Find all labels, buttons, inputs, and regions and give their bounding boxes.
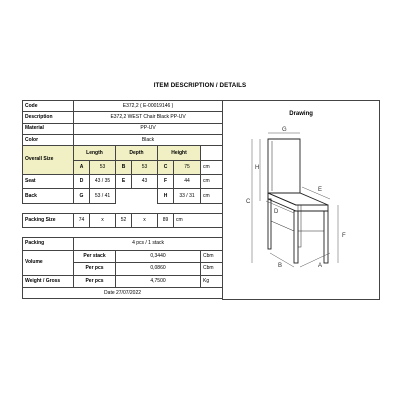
header-height: Height — [158, 146, 201, 161]
drawing-label-f: F — [342, 233, 346, 239]
volume-per-pcs-unit: Cbm — [201, 263, 223, 275]
chair-drawing — [236, 121, 366, 271]
overall-c-value: 75 — [174, 161, 201, 175]
overall-c-letter: C — [158, 161, 174, 175]
seat-e-value: 43 — [132, 174, 158, 189]
drawing-label-a: A — [318, 263, 323, 269]
color-value: Black — [74, 134, 223, 145]
material-value: PP-UV — [74, 123, 223, 134]
header-length: Length — [74, 146, 116, 161]
overall-b-value: 53 — [132, 161, 158, 175]
back-h-letter: H — [158, 189, 174, 204]
chair-backrest — [268, 139, 300, 193]
drawing-label-c: C — [246, 199, 251, 205]
seat-d-value: 43 / 35 — [90, 174, 116, 189]
chair-leg-back-left — [268, 199, 271, 249]
packing-size-width: 52 — [116, 214, 132, 228]
weight-unit: Kg — [201, 275, 223, 287]
back-g-value: 53 / 41 — [90, 189, 116, 204]
overall-size-label: Overall Size — [23, 146, 74, 174]
seat-d-letter: D — [74, 174, 90, 189]
header-depth: Depth — [116, 146, 158, 161]
packing-size-length: 74 — [74, 214, 90, 228]
back-unit: cm — [201, 189, 223, 204]
seat-f-value: 44 — [174, 174, 201, 189]
volume-per-stack-unit: Cbm — [201, 250, 223, 262]
drawing-title: Drawing — [289, 111, 313, 117]
volume-per-pcs-label: Per pcs — [74, 263, 116, 275]
drawing-label-g: G — [282, 127, 287, 133]
color-label: Color — [23, 134, 74, 145]
back-h-value: 33 / 31 — [174, 189, 201, 204]
drawing-label-b: B — [278, 263, 283, 269]
back-label: Back — [23, 189, 74, 204]
overall-a-value: 53 — [90, 161, 116, 175]
seat-f-letter: F — [158, 174, 174, 189]
packing-label: Packing — [23, 238, 74, 250]
drawing-label-d: D — [274, 209, 279, 215]
description-label: Description — [23, 112, 74, 123]
packing-value: 4 pcs / 1 stack — [74, 238, 223, 250]
seat-unit: cm — [201, 174, 223, 189]
material-label: Material — [23, 123, 74, 134]
volume-per-pcs-value: 0,0860 — [116, 263, 201, 275]
seat-e-letter: E — [116, 174, 132, 189]
overall-a-letter: A — [74, 161, 90, 175]
packing-size-height: 89 — [158, 214, 174, 228]
seat-label: Seat — [23, 174, 74, 189]
weight-label: Weight / Gross — [23, 275, 74, 287]
drawing-panel — [223, 101, 380, 300]
back-g-letter: G — [74, 189, 90, 204]
drawing-label-e: E — [318, 187, 323, 193]
packing-size-x1: x — [90, 214, 116, 228]
chair-leg-front-right — [324, 211, 328, 263]
code-value: E372,2 ( E-00019146 ) — [74, 101, 223, 112]
drawing-label-h: H — [255, 165, 260, 171]
spec-table — [22, 100, 380, 300]
code-label: Code — [23, 101, 74, 112]
packing-size-unit: cm — [174, 214, 223, 228]
volume-per-stack-value: 0,3440 — [116, 250, 201, 262]
document-title: ITEM DESCRIPTION / DETAILS — [153, 82, 247, 89]
volume-label: Volume — [23, 250, 74, 275]
weight-value: 4,7500 — [116, 275, 201, 287]
overall-b-letter: B — [116, 161, 132, 175]
packing-size-label: Packing Size — [23, 214, 74, 228]
date: Date 27/07/2022 — [23, 287, 223, 298]
packing-size-x2: x — [132, 214, 158, 228]
chair-leg-front-left — [294, 211, 298, 263]
weight-per-pcs-label: Per pcs — [74, 275, 116, 287]
description-value: E372,2 WEST Chair Black PP-UV — [74, 112, 223, 123]
volume-per-stack-label: Per stack — [74, 250, 116, 262]
overall-unit: cm — [201, 161, 223, 175]
